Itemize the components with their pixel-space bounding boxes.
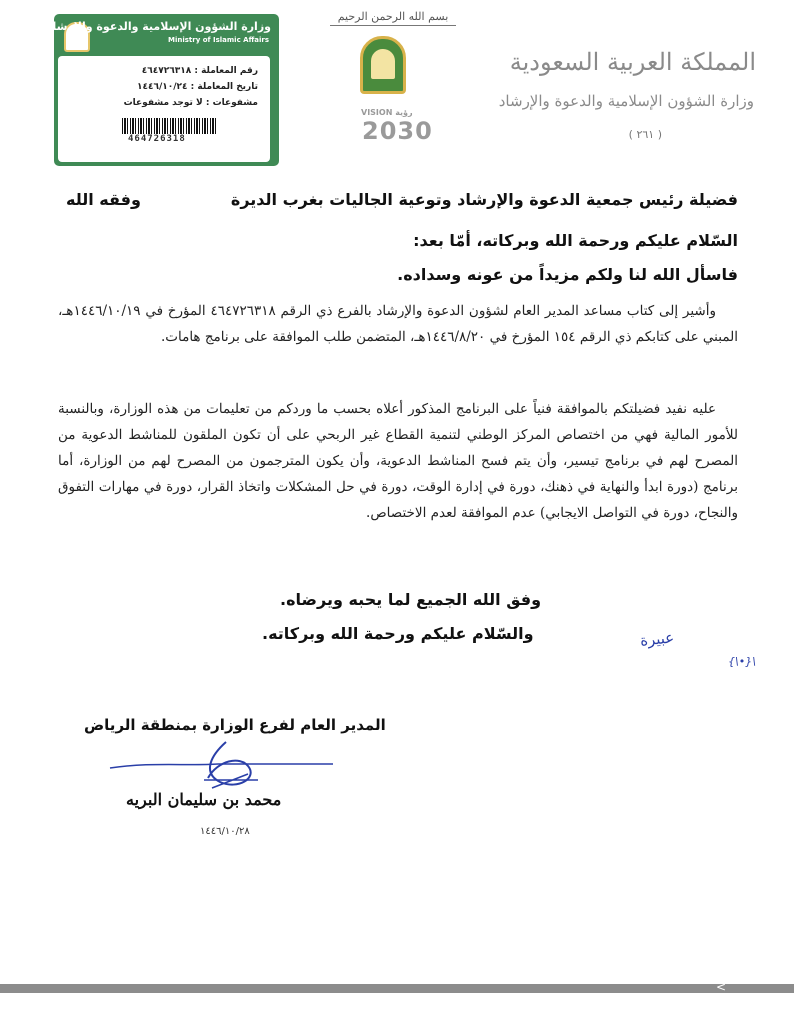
attachments: مشفوعات : لا توجد مشفوعات xyxy=(123,98,258,108)
invocation: فاسأل الله لنا ولكم مزيداً من عونه وسداده. xyxy=(397,265,738,284)
reference-number: ( ٢٦١ ) xyxy=(628,128,662,141)
closing-salam: والسّلام عليكم ورحمة الله وبركاته. xyxy=(262,624,534,643)
basmala: بسم الله الرحمن الرحيم xyxy=(330,10,456,26)
barcode-icon xyxy=(122,118,218,134)
signature-icon xyxy=(108,738,338,794)
crest-center xyxy=(371,49,395,79)
transaction-date: تاريخ المعاملة : ١٤٤٦/١٠/٢٤ xyxy=(137,82,258,92)
addressee: فضيلة رئيس جمعية الدعوة والإرشاد وتوعية الجاليات بغرب الديرة xyxy=(230,190,738,209)
stamp-ministry-en: Ministry of Islamic Affairs xyxy=(167,36,269,44)
closing-prayer: وفق الله الجميع لما يحبه ويرضاه. xyxy=(280,590,542,609)
signatory-title: المدير العام لفرع الوزارة بمنطقة الرياض xyxy=(84,716,386,734)
footer-bar xyxy=(0,984,794,993)
handwritten-initials: عبيرة xyxy=(639,628,675,650)
vision-label: VISION رؤية xyxy=(361,108,413,117)
paragraph-reference: وأشير إلى كتاب مساعد المدير العام لشؤون الدعوة والإرشاد بالفرع ذي الرقم ٤٦٤٧٢٦٣١٨ المؤرخ في ١٤٤٦/١٠/١٩هـ، المبني على كتابكم ذي الرقم ١٥٤ المؤرخ في ١٤٤٦/٨/٢٠هـ، المتضمن طلب الموافقة على برنامج هامات. xyxy=(58,303,738,345)
signatory-name: محمد بن سليمان البريه xyxy=(126,790,282,809)
initials-mark: \{•\} xyxy=(728,655,756,668)
ministry-crest-icon xyxy=(360,36,406,94)
stamp-ministry-ar: وزارة الشؤون الإسلامية والدعوة والإرشاد xyxy=(46,20,271,33)
barcode-number: 464726318 xyxy=(128,134,186,144)
signature-date: ١٤٤٦/١٠/٢٨ xyxy=(200,826,250,837)
footer-mark: < xyxy=(716,980,727,994)
transaction-stamp xyxy=(46,14,279,166)
addressee-suffix: وفقه الله xyxy=(66,190,141,209)
transaction-number: رقم المعاملة : ٤٦٤٧٢٦٣١٨ xyxy=(141,66,258,76)
kingdom-title: المملكة العربية السعودية xyxy=(509,48,756,76)
vision-logo: 2030 xyxy=(362,117,433,145)
stamp-details xyxy=(58,56,270,162)
ministry-title: وزارة الشؤون الإسلامية والدعوة والإرشاد xyxy=(498,92,754,110)
paragraph-decision: عليه نفيد فضيلتكم بالموافقة فنياً على البرنامج المذكور أعلاه بحسب ما وردكم من تعليمات من هذه الوزارة، وبالنسبة للأمور المالية فهي من اختصاص المركز الوطني لتنمية القطاع غير الربحي على أن تكون الملقون للمناشط الدعوية من المصرح لهم في برنامج تيسير، وأن يتم فسح المناشط الدعوية، وأن يكون المترجمون من المصرح لهم من الوزارة، أما برنامج (دورة ابدأ والنهاية في ذهنك، دورة في إدارة الوقت، دورة في حل المشكلات واتخاذ القرار، دورة في مهارات التفوق والنجاح، دورة في التواصل الايجابي) عدم الموافقة لعدم الاختصاص. xyxy=(58,401,738,521)
greeting: السّلام عليكم ورحمة الله وبركاته، أمّا بعد: xyxy=(413,231,738,250)
